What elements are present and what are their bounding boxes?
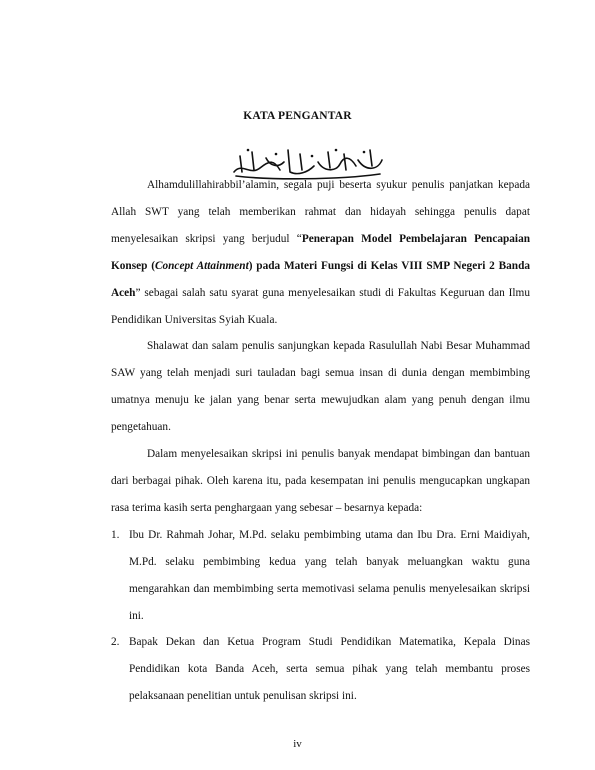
thesis-title-part1: Penerapan Model Pembelajaran Pencapaian Konsep ( [111, 232, 531, 272]
page-number: iv [293, 738, 302, 750]
list-item-text: Bapak Dekan dan Ketua Program Studi Pendidikan Matematika, Kepala Dinas Pendidikan kota Banda Aceh, serta semua pihak yang telah membantu proses pelaksanaan penelitian untuk penulisan skripsi ini. [129, 636, 530, 703]
list-item [111, 629, 530, 710]
list-item-number: 1. [111, 528, 120, 541]
list-item-text: Ibu Dr. Rahmah Johar, M.Pd. selaku pembimbing utama dan Ibu Dra. Erni Maidiyah, M.Pd. selaku pembimbing kedua yang telah banyak meluangkan waktu guna mengarahkan dan membimbing serta memotivasi selama penulis menyelesaikan skripsi ini. [129, 528, 530, 622]
list-item-number: 2. [111, 636, 120, 649]
document-body [111, 172, 530, 710]
list-item [111, 522, 530, 630]
paragraph-opening-text: Alhamdulillahirabbil’alamin, segala puji beserta syukur penulis panjatkan kepada Allah SWT yang telah memberikan rahmat dan hidayah sehingga penulis dapat menyelesaikan skripsi yang berjudul “ [111, 179, 530, 245]
paragraph-shalawat: Shalawat dan salam penulis sanjungkan kepada Rasulullah Nabi Besar Muhammad SAW yang telah menjadi suri tauladan bagi semua insan di dunia dengan membimbing umatnya menuju ke jalan yang benar serta mewujudkan alam yang penuh dengan ilmu pengetahuan. [111, 340, 530, 434]
paragraph-opening [111, 172, 530, 333]
thesis-title-part2: ) pada Materi Fungsi di Kelas VIII SMP Negeri 2 Banda Aceh [111, 259, 530, 299]
page-title: KATA PENGANTAR [243, 110, 352, 122]
paragraph-opening-closing: ” sebagai salah satu syarat guna menyelesaikan studi di Fakultas Keguruan dan Ilmu Pendidikan Universitas Syiah Kuala. [111, 286, 530, 326]
acknowledgement-list [111, 522, 530, 710]
paragraph-thanks-intro: Dalam menyelesaikan skripsi ini penulis banyak mendapat bimbingan dan bantuan dari berbagai pihak. Oleh karena itu, pada kesempatan ini penulis mengucapkan ungkapan rasa terima kasih serta penghargaan yang sebesar – besarnya kepada: [111, 448, 530, 514]
thesis-title-italic: Concept Attainment [154, 259, 249, 272]
